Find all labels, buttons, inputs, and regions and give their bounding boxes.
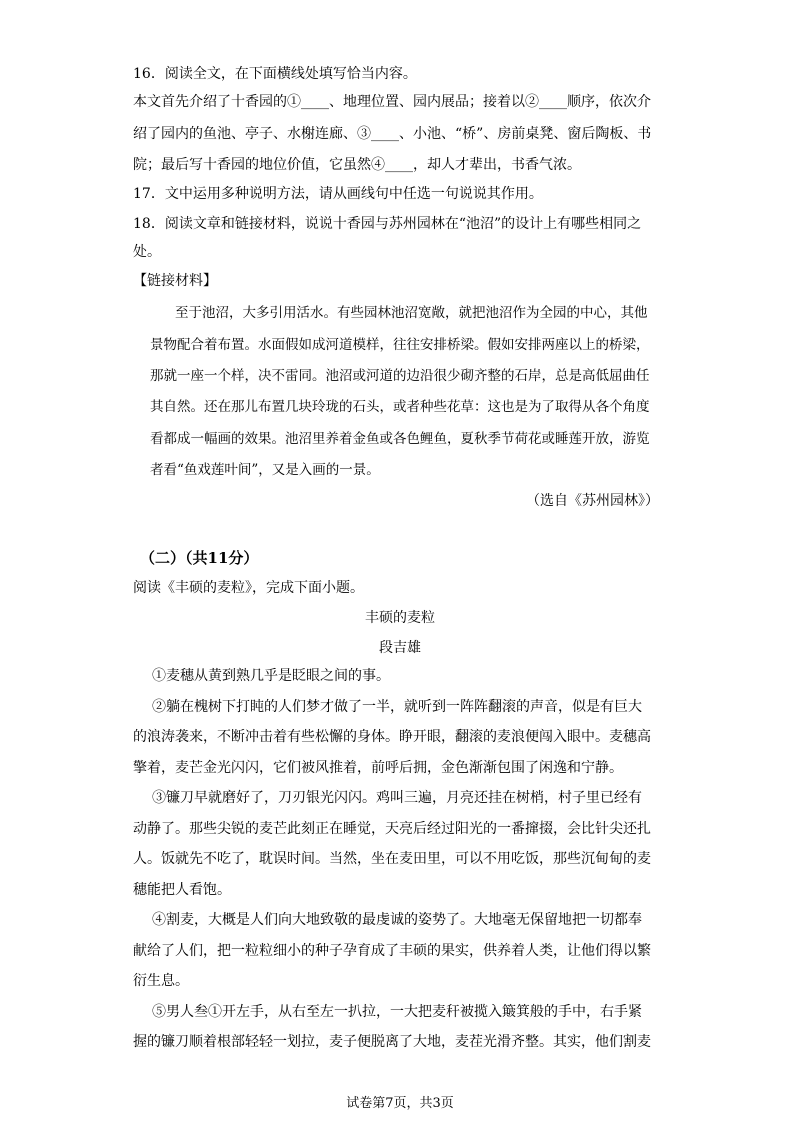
q18-line-1: 18．阅读文章和链接材料，说说十香园与苏州园林在“池沼”的设计上有哪些相同之: [133, 216, 642, 232]
para5-line-2: 握的镰刀顺着根部轻轻一划拉，麦子便脱离了大地，麦茬光滑齐整。其实，他们割麦: [133, 1034, 651, 1050]
link-material-source: （选自《苏州园林》）: [526, 493, 659, 509]
para3-line-4: 穗能把人看饱。: [133, 882, 231, 898]
para2-line-3: 擎着，麦芒金光闪闪，它们被风推着，前呼后拥，金色渐渐包围了闲逸和宁静。: [133, 760, 623, 776]
q16-line-2: 绍了园内的鱼池、亭子、水榭连廊、③____、小池、“桥”、房前桌凳、窗后陶板、书: [133, 126, 652, 142]
essay-author: 段吉雄: [379, 640, 421, 656]
link-material-line-6: 者看“鱼戏莲叶间”，又是入画的一景。: [150, 462, 380, 478]
para3-line-1: ③镰刀早就磨好了，刀刃银光闪闪。鸡叫三遍，月亮还挂在树梢，村子里已经有: [152, 790, 642, 806]
para3-line-2: 动静了。那些尖锐的麦芒此刻正在睡觉，天亮后经过阳光的一番撺掇，会比针尖还扎: [133, 821, 651, 837]
q16-line-1: 本文首先介绍了十香园的①____、地理位置、园内展品；接着以②____顺序，依次介: [133, 94, 651, 110]
para3-line-3: 人。饭就先不吃了，耽误时间。当然，坐在麦田里，可以不用吃饭，那些沉甸甸的麦: [133, 851, 651, 867]
para1-line-1: ①麦穗从黄到熟几乎是眨眼之间的事。: [152, 668, 390, 684]
para4-line-1: ④割麦，大概是人们向大地致敬的最虔诚的姿势了。大地毫无保留地把一切都奉: [152, 912, 642, 928]
link-material-line-1: 至于池沼，大多引用活水。有些园林池沼宽敞，就把池沼作为全园的中心，其他: [175, 305, 648, 321]
para4-line-3: 衍生息。: [133, 973, 189, 989]
q17-text: 17．文中运用多种说明方法，请从画线句中任选一句说说其作用。: [133, 186, 543, 202]
page-footer: 试卷第7页，共3页: [346, 1096, 454, 1111]
para4-line-2: 献给了人们，把一粒粒细小的种子孕育成了丰硕的果实，供养着人类，让他们得以繁: [133, 943, 651, 959]
q16-line-3: 院；最后写十香园的地位价值，它虽然④____，却人才辈出，书香气浓。: [133, 157, 581, 173]
link-material-line-2: 景物配合着布置。水面假如成河道模样，往往安排桥梁。假如安排两座以上的桥梁，: [150, 337, 650, 353]
para2-line-2: 的浪涛袭来，不断冲击着有些松懈的身体。睁开眼，翻滚的麦浪便闯入眼中。麦穗高: [133, 729, 651, 745]
essay-title: 丰硕的麦粒: [365, 610, 435, 626]
link-material-line-3: 那就一座一个样，决不雷同。池沼或河道的边沿很少砌齐整的石岸，总是高低屈曲任: [150, 368, 650, 384]
part2-instruction: 阅读《丰硕的麦粒》，完成下面小题。: [133, 580, 364, 596]
para2-line-1: ②躺在槐树下打盹的人们梦才做了一半，就听到一阵阵翻滚的声音，似是有巨大: [152, 699, 642, 715]
link-material-label: 【链接材料】: [133, 273, 217, 289]
part2-title: （二）（共11分）: [140, 549, 259, 567]
q18-line-2: 处。: [133, 244, 161, 260]
q16-title: 16．阅读全文，在下面横线处填写恰当内容。: [133, 66, 417, 82]
link-material-line-5: 看都成一幅画的效果。池沼里养着金鱼或各色鲤鱼，夏秋季节荷花或睡莲开放，游览: [150, 431, 650, 447]
para5-line-1: ⑤男人叁①开左手，从右至左一扒拉，一大把麦秆被揽入簸箕般的手中，右手紧: [152, 1004, 642, 1020]
link-material-line-4: 其自然。还在那儿布置几块玲珑的石头，或者种些花草：这也是为了取得从各个角度: [150, 399, 650, 415]
